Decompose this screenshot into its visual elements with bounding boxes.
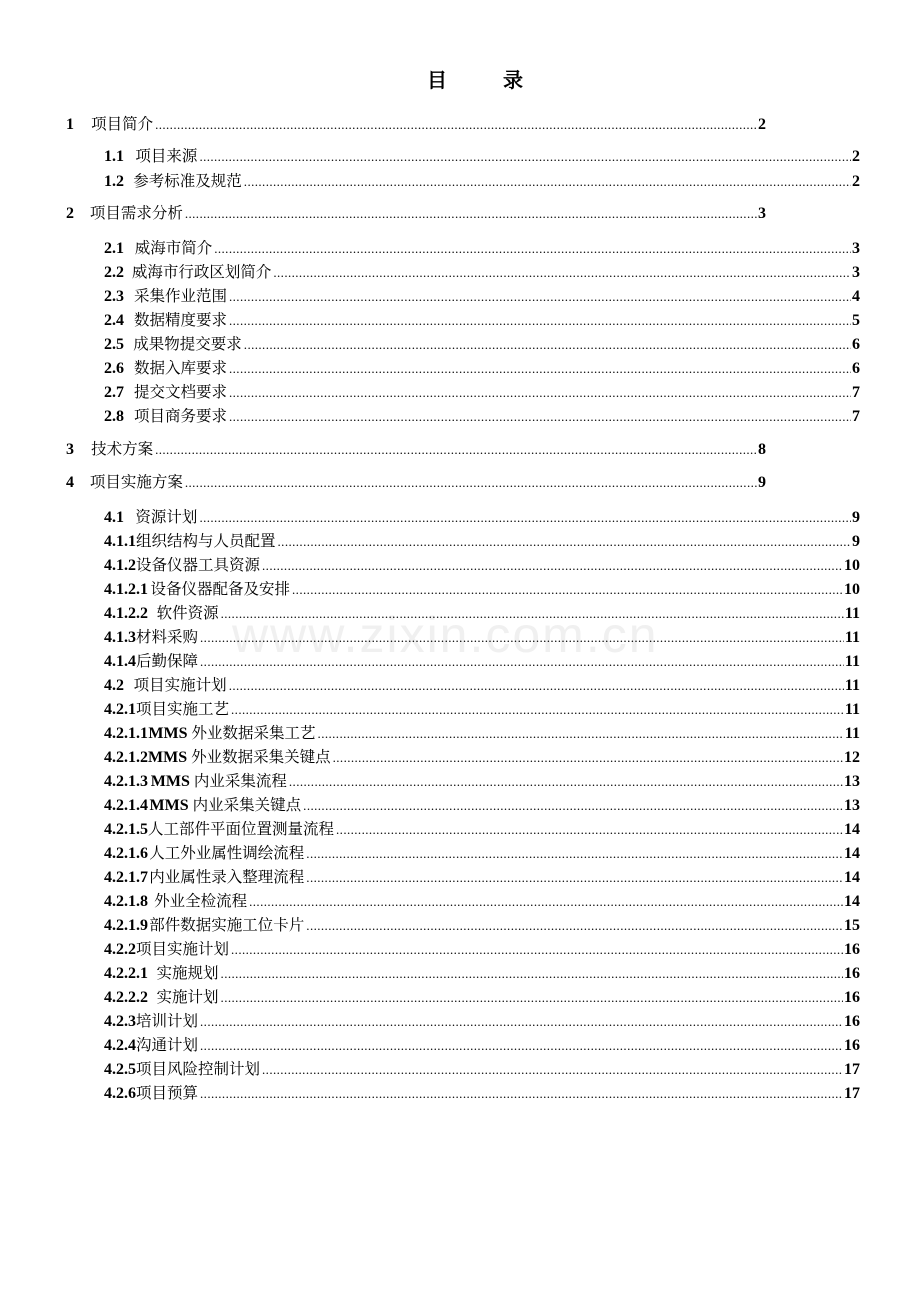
toc-entry-page-number: 9 <box>758 474 766 491</box>
toc-entry-page-number: 8 <box>758 441 766 458</box>
toc-dot-leader <box>221 987 843 1009</box>
toc-entry-title: 外业数据采集关键点 <box>191 748 331 766</box>
toc-entry-number: 4.2.2.1 <box>104 965 148 982</box>
toc-entry-page-number: 15 <box>844 917 860 934</box>
toc-entry[interactable] <box>104 794 860 816</box>
toc-entry-title: 提交文档要求 <box>133 383 227 401</box>
toc-dot-leader <box>229 286 851 308</box>
toc-entry[interactable] <box>104 722 860 744</box>
toc-entry-title: 成果物提交要求 <box>133 335 242 353</box>
toc-entry-title: 数据入库要求 <box>133 359 227 377</box>
toc-entry-title: 参考标准及规范 <box>133 172 242 190</box>
toc-dot-leader <box>229 406 851 428</box>
toc-dot-leader <box>221 603 844 625</box>
toc-entry-title: 材料采购 <box>136 628 199 646</box>
toc-entry[interactable] <box>104 1082 860 1104</box>
toc-entry-number: 4.1.1 <box>104 533 136 550</box>
toc-dot-leader <box>278 531 851 553</box>
toc-entry-number: 4.2.1.5 <box>104 821 148 838</box>
toc-entry-number: 4.2.1.7 <box>104 869 148 886</box>
toc-entry-title: 威海市简介 <box>134 239 213 257</box>
toc-entry-page-number: 5 <box>852 312 860 329</box>
toc-dot-leader <box>306 867 843 889</box>
toc-entry-number: 1.1 <box>104 148 124 165</box>
toc-entry-number: 2.7 <box>104 384 124 401</box>
toc-dot-leader <box>200 627 844 649</box>
toc-entry-page-number: 14 <box>844 893 860 910</box>
toc-entry-page-number: 3 <box>852 240 860 257</box>
toc-entry-number: 3 <box>66 441 74 458</box>
toc-entry-title: 部件数据实施工位卡片 <box>149 916 305 934</box>
toc-entry-title-prefix: MMS <box>149 797 189 814</box>
toc-entry[interactable] <box>104 261 860 283</box>
toc-entry-page-number: 4 <box>852 288 860 305</box>
toc-entry[interactable] <box>104 626 860 648</box>
toc-entry-title: 项目需求分析 <box>89 204 183 222</box>
toc-entry-number: 2.5 <box>104 336 124 353</box>
toc-entry-number: 4.2.1.6 <box>104 845 148 862</box>
watermark: www.zixin.com.cn <box>232 607 659 663</box>
toc-dot-leader <box>200 651 844 673</box>
toc-dot-leader <box>185 472 757 494</box>
toc-entry[interactable] <box>104 866 860 888</box>
toc-entry-number: 4.1.2.1 <box>104 581 148 598</box>
toc-entry-title: 人工外业属性调绘流程 <box>149 844 305 862</box>
toc-entry-number: 4.2.3 <box>104 1013 136 1030</box>
toc-dot-leader <box>292 579 843 601</box>
toc-entry-page-number: 7 <box>852 384 860 401</box>
toc-entry-title: 实施规划 <box>156 964 219 982</box>
toc-entry[interactable] <box>104 818 860 840</box>
toc-entry[interactable] <box>66 438 766 460</box>
toc-entry-page-number: 16 <box>844 989 860 1006</box>
toc-entry-page-number: 13 <box>844 773 860 790</box>
toc-entry[interactable] <box>104 938 860 960</box>
toc-dot-leader <box>214 238 851 260</box>
toc-entry[interactable] <box>104 237 860 259</box>
toc-entry-page-number: 13 <box>844 797 860 814</box>
toc-entry[interactable] <box>104 1058 860 1080</box>
toc-entry-title: 外业数据采集工艺 <box>191 724 316 742</box>
toc-entry-page-number: 16 <box>844 1013 860 1030</box>
toc-entry-title: 内业属性录入整理流程 <box>149 868 305 886</box>
toc-entry-title: 实施计划 <box>156 988 219 1006</box>
toc-entry[interactable] <box>104 357 860 379</box>
toc-entry[interactable] <box>104 1034 860 1056</box>
toc-entry-number: 4.1.3 <box>104 629 136 646</box>
toc-entry-number: 1.2 <box>104 173 124 190</box>
toc-entry[interactable] <box>104 890 860 912</box>
toc-dot-leader <box>200 1035 843 1057</box>
toc-entry-page-number: 16 <box>844 965 860 982</box>
toc-entry-number: 2.2 <box>104 264 124 281</box>
toc-entry[interactable] <box>104 602 860 624</box>
toc-entry-title: 资源计划 <box>135 508 198 526</box>
toc-entry-title: 项目实施计划 <box>133 676 227 694</box>
toc-entry[interactable] <box>104 842 860 864</box>
toc-entry-number: 2 <box>66 205 74 222</box>
toc-title: 目 录 <box>427 68 541 92</box>
toc-dot-leader <box>303 795 843 817</box>
toc-entry-page-number: 11 <box>844 677 860 694</box>
toc-entry-title: 人工部件平面位置测量流程 <box>148 820 335 838</box>
toc-entry-page-number: 12 <box>844 749 860 766</box>
toc-entry[interactable] <box>104 170 860 192</box>
toc-entry-number: 2.3 <box>104 288 124 305</box>
toc-entry[interactable] <box>104 914 860 936</box>
toc-entry-page-number: 3 <box>852 264 860 281</box>
toc-entry-number: 4 <box>66 474 74 491</box>
toc-entry-title: 项目实施工艺 <box>136 700 230 718</box>
toc-entry[interactable] <box>104 285 860 307</box>
toc-entry-title: 培训计划 <box>136 1012 199 1030</box>
toc-dot-leader <box>221 963 843 985</box>
toc-entry[interactable] <box>104 1010 860 1032</box>
toc-entry[interactable] <box>104 986 860 1008</box>
toc-dot-leader <box>273 262 851 284</box>
toc-entry-page-number: 14 <box>844 869 860 886</box>
toc-entry-number: 4.2 <box>104 677 124 694</box>
toc-entry-number: 4.2.1 <box>104 701 136 718</box>
toc-entry-page-number: 16 <box>844 1037 860 1054</box>
toc-entry-title-prefix: MMS <box>148 749 188 766</box>
toc-entry-number: 4.1.4 <box>104 653 136 670</box>
toc-entry-number: 4.2.2.2 <box>104 989 148 1006</box>
toc-entry-page-number: 11 <box>844 605 860 622</box>
toc-entry-page-number: 2 <box>758 116 766 133</box>
toc-entry-page-number: 2 <box>852 148 860 165</box>
toc-dot-leader <box>231 939 843 961</box>
toc-entry-title: 软件资源 <box>156 604 219 622</box>
toc-entry[interactable] <box>66 471 766 493</box>
toc-entry-number: 4.2.1.4 <box>104 797 148 814</box>
toc-dot-leader <box>229 358 851 380</box>
toc-entry[interactable] <box>104 770 860 792</box>
toc-dot-leader <box>155 439 757 461</box>
toc-entry-page-number: 6 <box>852 360 860 377</box>
toc-entry-title: 项目风险控制计划 <box>136 1060 261 1078</box>
toc-entry[interactable] <box>104 962 860 984</box>
toc-dot-leader <box>199 146 851 168</box>
toc-entry[interactable] <box>104 650 860 672</box>
toc-dot-leader <box>249 891 843 913</box>
toc-entry[interactable] <box>104 554 860 576</box>
toc-entry-title: 后勤保障 <box>136 652 199 670</box>
toc-entry[interactable] <box>104 746 860 768</box>
toc-entry-page-number: 11 <box>844 701 860 718</box>
toc-entry-title: 数据精度要求 <box>133 311 227 329</box>
toc-entry-number: 4.2.1.2 <box>104 749 148 766</box>
toc-entry-page-number: 2 <box>852 173 860 190</box>
toc-entry-title: 威海市行政区划简介 <box>131 263 272 281</box>
toc-entry-title: 项目商务要求 <box>133 407 227 425</box>
toc-entry-page-number: 17 <box>844 1085 860 1102</box>
toc-entry-page-number: 7 <box>852 408 860 425</box>
toc-entry-page-number: 17 <box>844 1061 860 1078</box>
toc-entry-page-number: 6 <box>852 336 860 353</box>
toc-dot-leader <box>289 771 843 793</box>
toc-dot-leader <box>229 382 851 404</box>
toc-dot-leader <box>336 819 843 841</box>
toc-entry-number: 4.1.2.2 <box>104 605 148 622</box>
toc-entry-title: 技术方案 <box>91 440 154 458</box>
toc-entry-number: 4.2.2 <box>104 941 136 958</box>
toc-entry-title: 外业全检流程 <box>154 892 248 910</box>
toc-entry-number: 4.1.2 <box>104 557 136 574</box>
toc-dot-leader <box>318 723 844 745</box>
toc-dot-leader <box>262 555 843 577</box>
toc-entry[interactable] <box>104 309 860 331</box>
toc-entry-title-prefix: MMS <box>148 725 188 742</box>
toc-dot-leader <box>262 1059 843 1081</box>
toc-dot-leader <box>306 915 843 937</box>
toc-entry-title: 内业采集流程 <box>193 772 287 790</box>
toc-entry-title: 组织结构与人员配置 <box>136 532 276 550</box>
toc-dot-leader <box>231 699 844 721</box>
toc-entry-title: 设备仪器工具资源 <box>136 556 261 574</box>
toc-entry-page-number: 11 <box>844 725 860 742</box>
toc-entry-page-number: 14 <box>844 845 860 862</box>
toc-entry-number: 4.1 <box>104 509 124 526</box>
toc-entry-number: 4.2.6 <box>104 1085 136 1102</box>
toc-entry-number: 4.2.1.9 <box>104 917 148 934</box>
toc-entry[interactable] <box>104 698 860 720</box>
toc-dot-leader <box>333 747 843 769</box>
toc-entry-title: 项目实施计划 <box>136 940 230 958</box>
toc-dot-leader <box>200 1083 843 1105</box>
toc-dot-leader <box>229 675 844 697</box>
toc-entry-number: 1 <box>66 116 74 133</box>
toc-entry-page-number: 3 <box>758 205 766 222</box>
toc-dot-leader <box>185 203 757 225</box>
toc-entry[interactable] <box>66 113 766 135</box>
toc-entry-title: 项目实施方案 <box>89 473 183 491</box>
toc-entry-page-number: 10 <box>844 557 860 574</box>
toc-entry-title: 设备仪器配备及安排 <box>150 580 291 598</box>
toc-entry-title: 沟通计划 <box>136 1036 199 1054</box>
toc-entry-number: 2.4 <box>104 312 124 329</box>
toc-entry-title: 项目简介 <box>91 115 154 133</box>
toc-entry-number: 2.6 <box>104 360 124 377</box>
toc-entry[interactable] <box>104 145 860 167</box>
toc-dot-leader <box>306 843 843 865</box>
toc-dot-leader <box>199 507 851 529</box>
toc-entry-number: 4.2.1.8 <box>104 893 148 910</box>
toc-dot-leader <box>200 1011 843 1033</box>
toc-entry-title-prefix: MMS <box>150 773 190 790</box>
toc-dot-leader <box>244 334 851 356</box>
toc-entry-title: 采集作业范围 <box>133 287 227 305</box>
toc-entry-title: 内业采集关键点 <box>192 796 302 814</box>
toc-entry[interactable] <box>104 333 860 355</box>
toc-dot-leader <box>244 171 851 193</box>
toc-dot-leader <box>229 310 851 332</box>
toc-entry[interactable] <box>104 506 860 528</box>
toc-entry-title: 项目预算 <box>136 1084 199 1102</box>
toc-entry-page-number: 9 <box>852 533 860 550</box>
toc-entry-number: 4.2.1.1 <box>104 725 148 742</box>
toc-entry-number: 4.2.5 <box>104 1061 136 1078</box>
toc-entry[interactable] <box>104 381 860 403</box>
toc-entry-page-number: 9 <box>852 509 860 526</box>
toc-entry-page-number: 16 <box>844 941 860 958</box>
toc-dot-leader <box>155 114 757 136</box>
toc-entry[interactable] <box>104 405 860 427</box>
toc-entry-number: 4.2.1.3 <box>104 773 148 790</box>
toc-entry-page-number: 14 <box>844 821 860 838</box>
toc-entry[interactable] <box>104 674 860 696</box>
toc-entry[interactable] <box>66 202 766 224</box>
toc-entry-number: 4.2.4 <box>104 1037 136 1054</box>
toc-entry-title: 项目来源 <box>135 147 198 165</box>
toc-entry[interactable] <box>104 578 860 600</box>
toc-entry-page-number: 11 <box>844 629 860 646</box>
toc-entry-page-number: 11 <box>844 653 860 670</box>
toc-entry-page-number: 10 <box>844 581 860 598</box>
toc-entry-number: 2.8 <box>104 408 124 425</box>
toc-entry[interactable] <box>104 530 860 552</box>
toc-entry-number: 2.1 <box>104 240 124 257</box>
